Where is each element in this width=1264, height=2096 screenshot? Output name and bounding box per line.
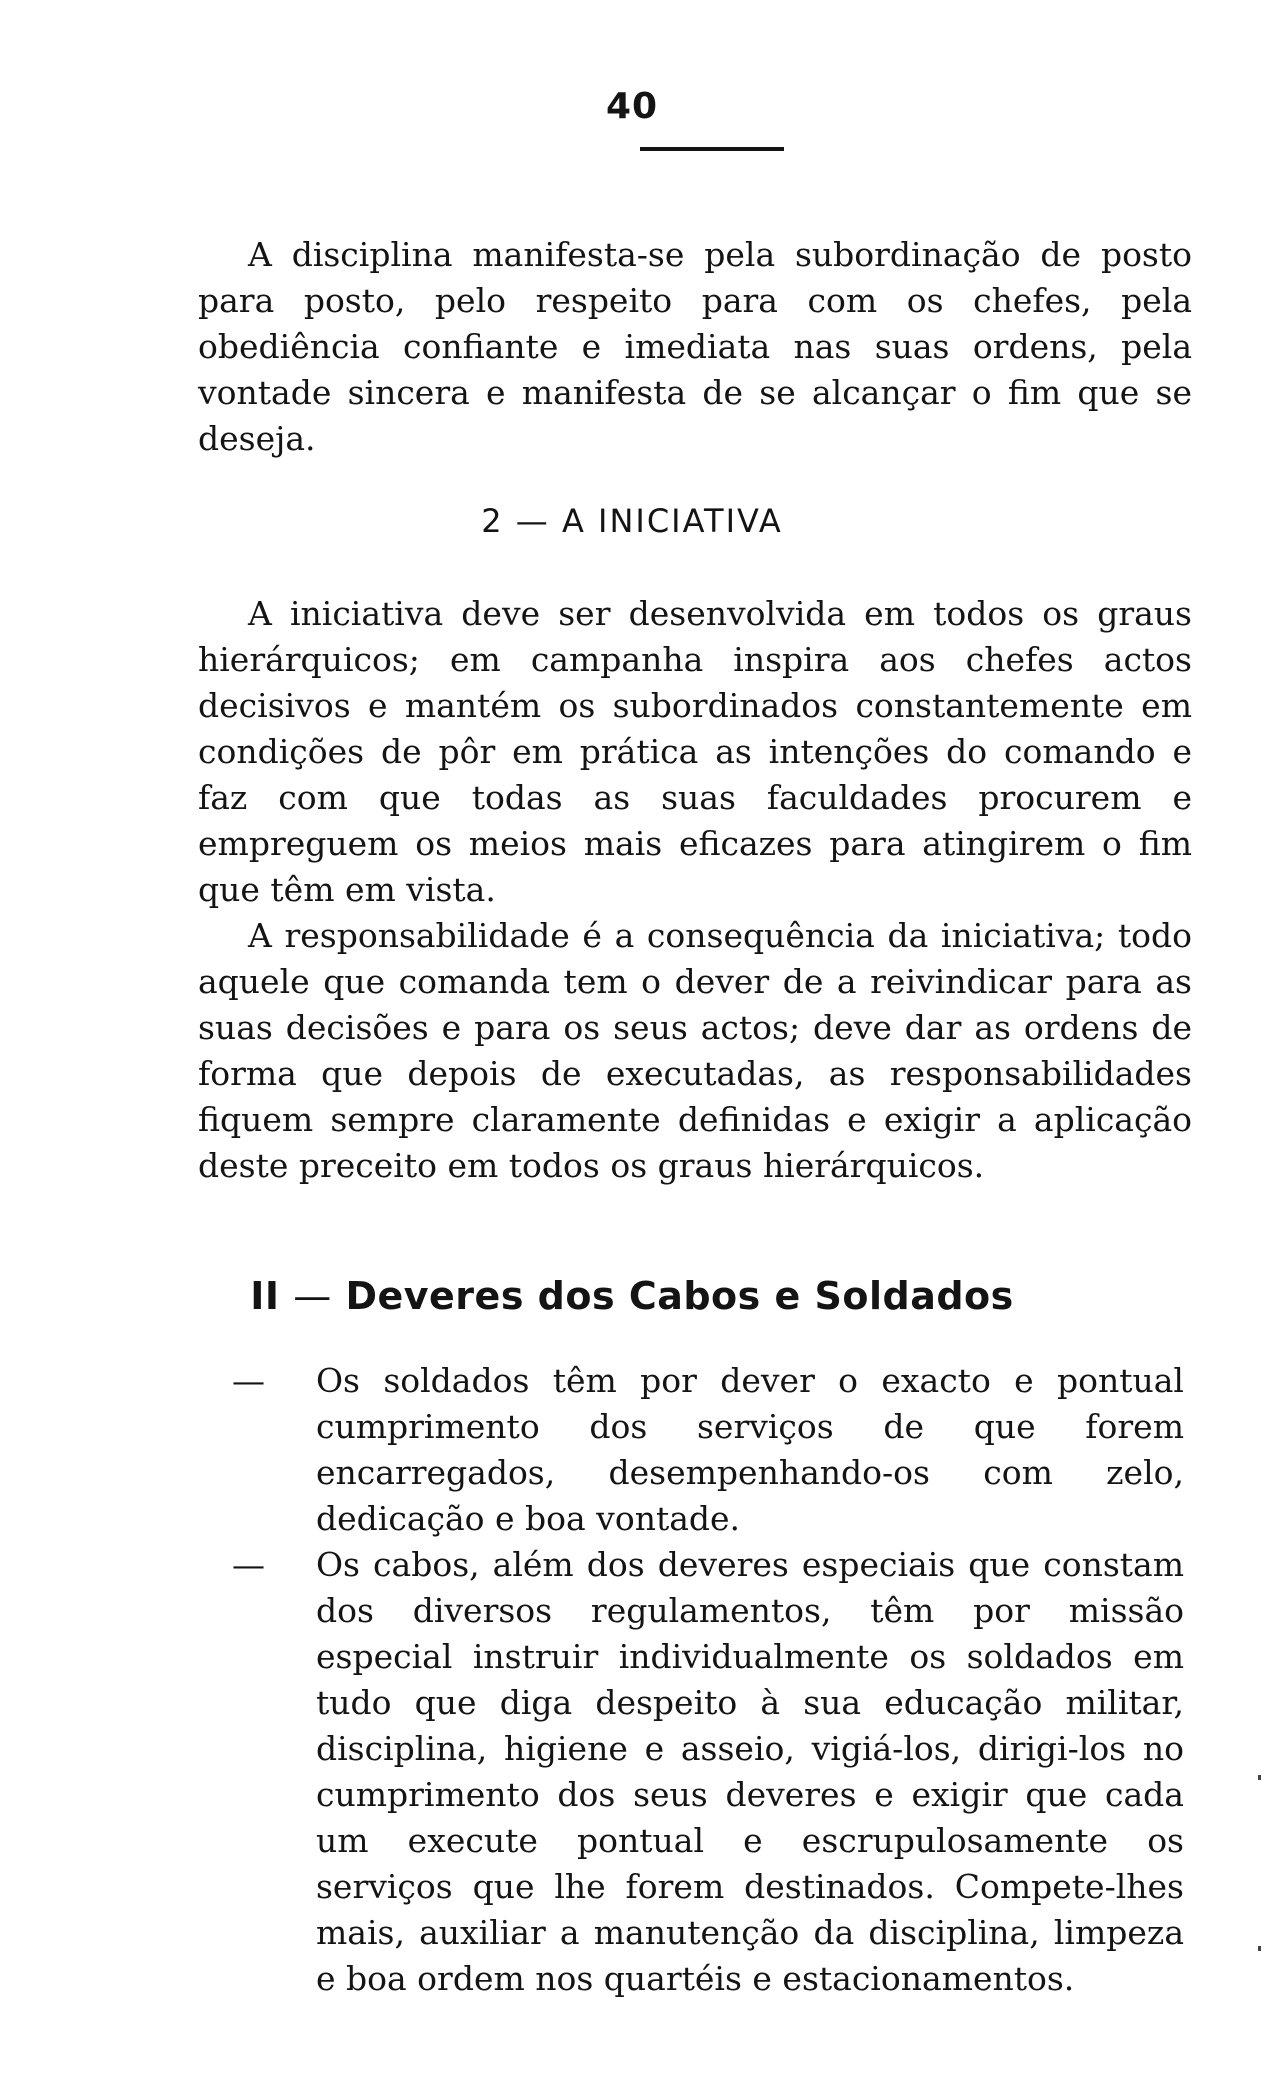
list-item: [232, 1542, 1184, 2002]
discipline-paragraph: A disciplina manifesta-se pela subordinação de posto para posto, pelo respeito para com os chefes, pela obediência confiante e imediata nas suas ordens, pela vontade sincera e manifesta de se alcançar o fim que se deseja.: [198, 235, 1192, 458]
page-number-rule: [640, 147, 784, 151]
section-heading-iniciativa: 2 — A INICIATIVA: [481, 502, 783, 540]
iniciativa-text: [198, 591, 1192, 1189]
list-item-dash: —: [232, 1361, 265, 1400]
scan-speck: [1258, 1775, 1261, 1780]
chapter-heading: [0, 1274, 1264, 1318]
chapter-numeral: II: [250, 1274, 280, 1318]
scan-speck: [1258, 1946, 1261, 1951]
discipline-text: [198, 232, 1192, 462]
list-item-dash: —: [232, 1545, 265, 1584]
iniciativa-paragraph: A iniciativa deve ser desenvolvida em todos os graus hierárquicos; em campanha inspira aos chefes actos decisivos e mantém os subordinados constantemente em condições de pôr em prática as intenções do comando e faz com que todas as suas faculdades procurem e empreguem os meios mais eficazes para atingirem o fim que têm em vista.: [198, 594, 1192, 909]
duties-list: [232, 1358, 1184, 2002]
list-item: [232, 1358, 1184, 1542]
chapter-dash: —: [293, 1274, 332, 1318]
responsabilidade-paragraph: A responsabilidade é a consequência da iniciativa; todo aquele que comanda tem o dever de a reivindicar para as suas decisões e para os seus actos; deve dar as ordens de forma que depois de executadas, as responsabilidades fiquem sempre claramente definidas e exigir a aplicação deste preceito em todos os graus hierárquicos.: [198, 916, 1192, 1185]
soldados-duty-text: Os soldados têm por dever o exacto e pontual cumprimento dos serviços de que forem encarregados, desempenhando-os com zelo, dedicação e boa vontade.: [316, 1361, 1184, 1538]
chapter-title: Deveres dos Cabos e Soldados: [345, 1274, 1014, 1318]
cabos-duty-text: Os cabos, além dos deveres especiais que constam dos diversos regulamentos, têm por missão especial instruir individualmente os soldados em tudo que diga despeito à sua educação militar, disciplina, higiene e asseio, vigiá-los, dirigi-los no cumprimento dos seus deveres e exigir que cada um execute pontual e escrupulosamente os serviços que lhe forem destinados. Compete-lhes mais, auxiliar a manutenção da disciplina, limpeza e boa ordem nos quartéis e estacionamentos.: [316, 1545, 1184, 1998]
page-number: 40: [605, 86, 659, 127]
